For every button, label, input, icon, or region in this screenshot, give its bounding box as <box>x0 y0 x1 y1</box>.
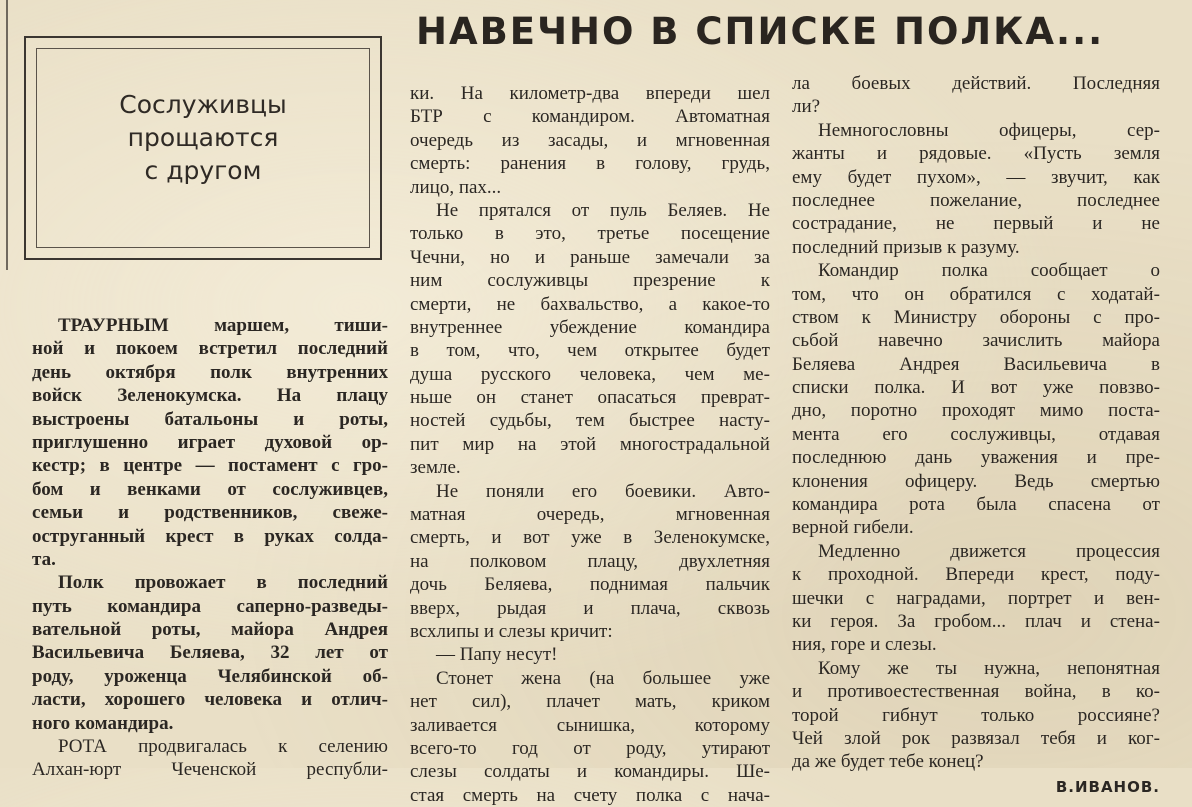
text-line: Чечни, но и раньше замечали за <box>410 246 770 268</box>
text-line: сьбой навечно зачислить майора <box>792 330 1160 352</box>
text-line: ки героя. За гробом... плач и стена- <box>792 610 1160 632</box>
text-line: РОТА продвигалась к селению <box>58 736 388 758</box>
article-headline: НАВЕЧНО В СПИСКЕ ПОЛКА... <box>416 10 1105 53</box>
text-line: нет сил), плачет мать, криком <box>410 691 770 713</box>
text-line: Чей злой рок развязал тебя и ког- <box>792 727 1160 749</box>
text-line: ностей судьбы, тем быстрее насту- <box>410 410 770 432</box>
article-column-2 <box>410 82 770 807</box>
text-line: стая смерть на счету полка с нача- <box>410 784 770 806</box>
text-line: только в это, третье посещение <box>410 223 770 245</box>
text-line: кестр; в центре — постамент с гро- <box>32 455 388 477</box>
text-line: вательной роты, майора Андрея <box>32 619 388 641</box>
text-line: ством к Министру обороны с про- <box>792 306 1160 328</box>
text-line: заливается сынишка, которому <box>410 714 770 736</box>
text-line: та. <box>32 548 56 570</box>
text-line: и противоестественная война, в ко- <box>792 681 1160 703</box>
text-line: земле. <box>410 457 461 479</box>
text-line: в том, что, чем открытее будет <box>410 340 770 362</box>
text-line: ли? <box>792 96 821 118</box>
text-line: Беляева Андрея Васильевича в <box>792 353 1160 375</box>
text-line: роду, уроженца Челябинской об- <box>32 665 388 687</box>
text-line: приглушенно играет духовой ор- <box>32 431 388 453</box>
text-line: ТРАУРНЫМ маршем, тиши- <box>58 315 388 336</box>
kicker-text <box>24 88 382 187</box>
text-line: сострадание, не первый и не <box>792 213 1160 235</box>
text-line: списки полка. И вот уже повзво- <box>792 377 1160 399</box>
kicker-line: Сослуживцы <box>119 90 287 119</box>
text-line: ним сослуживцы презрение к <box>410 270 770 292</box>
text-line: том, что он обратился с ходатай- <box>792 283 1160 305</box>
text-line: всхлипы и слезы кричит: <box>410 620 613 642</box>
text-line: Не прятался от пуль Беляев. Не <box>436 199 770 221</box>
text-line: к проходной. Впереди крест, поду- <box>792 564 1160 586</box>
byline: В.ИВАНОВ. <box>1055 777 1160 796</box>
text-line: оструганный крест в руках солда- <box>32 525 388 547</box>
text-line: ния, горе и слезы. <box>792 634 937 656</box>
text-line: войск Зеленокумска. На плацу <box>32 385 388 407</box>
text-line: бом и венками от сослуживцев, <box>32 478 388 500</box>
text-line: Васильевича Беляева, 32 лет от <box>32 642 388 664</box>
text-line: ной и покоем встретил последний <box>32 338 388 360</box>
text-line: внутреннее убеждение командира <box>410 316 770 338</box>
text-line: путь командира саперно-разведы- <box>32 595 388 617</box>
text-line: смерть: ранения в голову, грудь, <box>410 153 770 175</box>
text-line: Кому же ты нужна, непонятная <box>818 657 1160 679</box>
text-line: Медленно движется процессия <box>818 540 1160 562</box>
text-line: день октября полк внутренних <box>32 361 388 383</box>
kicker-line: прощаются <box>127 123 279 152</box>
kicker-line: с другом <box>144 156 262 185</box>
article-column-1 <box>32 314 388 782</box>
text-line: Не поняли его боевики. Авто- <box>436 480 770 502</box>
text-line: БТР с командиром. Автоматная <box>410 106 770 128</box>
text-line: — Папу несут! <box>436 644 558 666</box>
text-line: верной гибели. <box>792 517 914 539</box>
text-line: выстроены батальоны и роты, <box>32 408 388 430</box>
text-line: мента его сослуживцы, отдавая <box>792 423 1160 445</box>
text-line: ного командира. <box>32 712 174 734</box>
text-line: матная очередь, мгновенная <box>410 504 770 526</box>
text-line: ему будет пухом», — звучит, как <box>792 166 1160 188</box>
text-line: ньше он станет опасаться преврат- <box>410 387 770 409</box>
text-line: смерти, не бахвальство, а какое-то <box>410 293 770 315</box>
text-line: смерть, и вот уже в Зеленокумске, <box>410 527 770 549</box>
text-line: дочь Беляева, поднимая пальчик <box>410 574 770 596</box>
text-line: всего-то год от роду, утирают <box>410 737 770 759</box>
text-line: дно, поротно проходят мимо поста- <box>792 400 1160 422</box>
column-rule <box>6 0 8 270</box>
text-line: лицо, пах... <box>410 176 502 198</box>
text-line: ласти, хорошего человека и отлич- <box>32 689 388 711</box>
text-line: очередь из засады, и мгновенная <box>410 129 770 151</box>
text-line: ла боевых действий. Последняя <box>792 73 1160 94</box>
text-line: последний призыв к разуму. <box>792 236 1020 258</box>
text-line: ки. На километр-два впереди шел <box>410 83 770 104</box>
text-line: Стонет жена (на большее уже <box>436 667 770 689</box>
text-line: на полковом плацу, двухлетняя <box>410 550 770 572</box>
text-line: слезы солдаты и командиры. Ше- <box>410 761 770 783</box>
text-line: душа русского человека, чем ме- <box>410 363 770 385</box>
text-line: последнюю дань уважения и пре- <box>792 447 1160 469</box>
text-line: Командир полка сообщает о <box>818 260 1160 282</box>
text-line: торой гибнут только россияне? <box>792 704 1160 726</box>
text-line: жанты и рядовые. «Пусть земля <box>792 143 1160 165</box>
text-line: командира рота была спасена от <box>792 494 1160 516</box>
text-line: последнее пожелание, последнее <box>792 189 1160 211</box>
text-line: семьи и родственников, свеже- <box>32 502 388 524</box>
text-line: клонения офицеру. Ведь смертью <box>792 470 1160 492</box>
text-line: да же будет тебе конец? <box>792 751 984 773</box>
article-column-3 <box>792 72 1160 799</box>
text-line: Немногословны офицеры, сер- <box>818 119 1160 141</box>
text-line: вверх, рыдая и плача, сквозь <box>410 597 770 619</box>
text-line: Полк провожает в последний <box>58 572 388 594</box>
text-line: Алхан-юрт Чеченской республи- <box>32 759 388 781</box>
text-line: пит мир на этой многострадальной <box>410 433 770 455</box>
text-line: шечки с наградами, портрет и вен- <box>792 587 1160 609</box>
